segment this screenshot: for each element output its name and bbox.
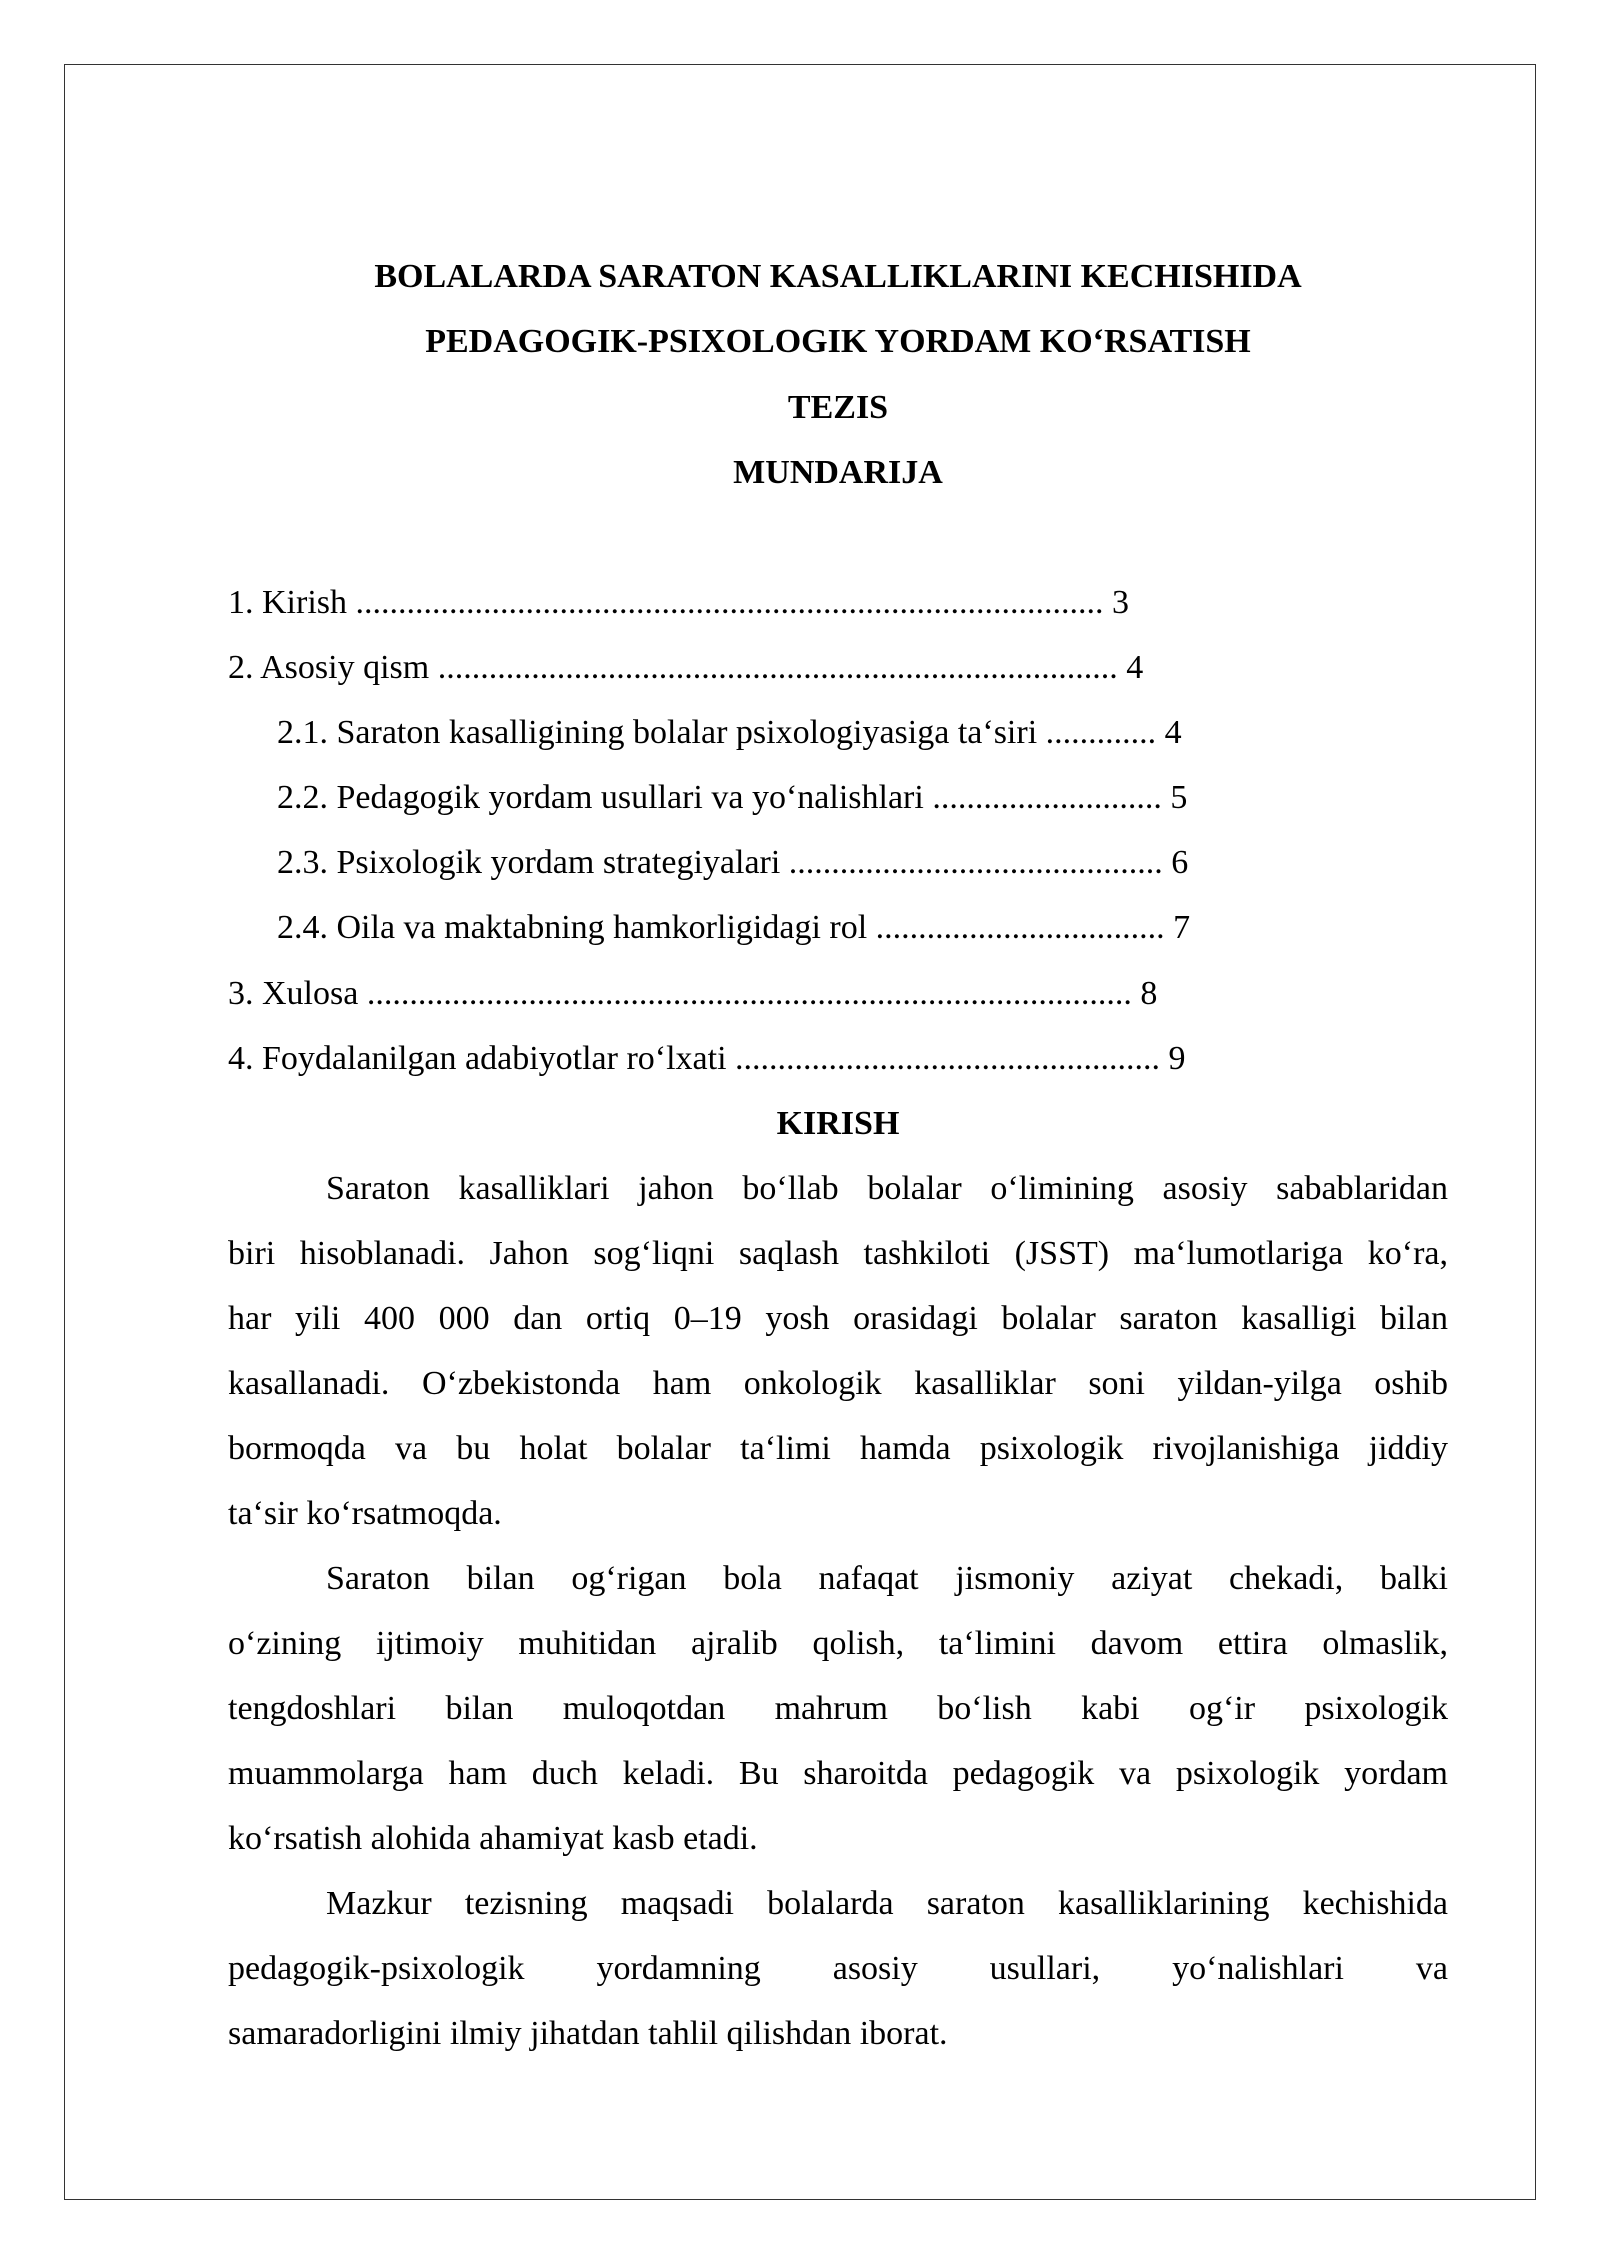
paragraph-line: pedagogik-psixologik yordamning asosiy usullari, yo‘nalishlari va <box>228 1950 1448 1987</box>
toc-entry: 2.3. Psixologik yordam strategiyalari ............................................ 6 <box>277 844 1189 881</box>
paragraph-line: ko‘rsatish alohida ahamiyat kasb etadi. <box>228 1820 758 1857</box>
toc-entry: 2.1. Saraton kasalligining bolalar psixologiyasiga ta‘siri ............. 4 <box>277 714 1182 751</box>
toc-entry: 1. Kirish ........................................................................................ 3 <box>228 584 1129 621</box>
paragraph-line: muammolarga ham duch keladi. Bu sharoitda pedagogik va psixologik yordam <box>228 1755 1448 1792</box>
paragraph-line: Saraton bilan og‘rigan bola nafaqat jismoniy aziyat chekadi, balki <box>326 1560 1448 1597</box>
paragraph-line: biri hisoblanadi. Jahon sog‘liqni saqlash tashkiloti (JSST) ma‘lumotlariga ko‘ra, <box>228 1235 1448 1272</box>
document-title <box>228 258 1448 498</box>
paragraph-line: ta‘sir ko‘rsatmoqda. <box>228 1495 502 1532</box>
paragraph-line: bormoqda va bu holat bolalar ta‘limi hamda psixologik rivojlanishiga jiddiy <box>228 1430 1448 1467</box>
paragraph-line: Mazkur tezisning maqsadi bolalarda saraton kasalliklarining kechishida <box>326 1885 1448 1922</box>
toc-entry: 2.4. Oila va maktabning hamkorligidagi rol .................................. 7 <box>277 909 1191 946</box>
toc-entry: 4. Foydalanilgan adabiyotlar ro‘lxati .................................................. 9 <box>228 1040 1186 1077</box>
toc-heading: MUNDARIJA <box>733 454 943 491</box>
paragraph-line: har yili 400 000 dan ortiq 0–19 yosh orasidagi bolalar saraton kasalligi bilan <box>228 1300 1448 1337</box>
title-line-3: TEZIS <box>787 389 889 426</box>
toc-entry: 3. Xulosa .......................................................................................... 8 <box>228 975 1158 1012</box>
toc-entry: 2.2. Pedagogik yordam usullari va yo‘nalishlari ........................... 5 <box>277 779 1188 816</box>
title-line-2: PEDAGOGIK-PSIXOLOGIK YORDAM KO‘RSATISH <box>425 323 1251 360</box>
title-line-1: BOLALARDA SARATON KASALLIKLARINI KECHISHIDA <box>374 258 1302 295</box>
paragraph-line: o‘zining ijtimoiy muhitidan ajralib qolish, ta‘limini davom ettira olmaslik, <box>228 1625 1448 1662</box>
paragraph-line: kasallanadi. O‘zbekistonda ham onkologik kasalliklar soni yildan-yilga oshib <box>228 1365 1448 1402</box>
toc-entry: 2. Asosiy qism ................................................................................ 4 <box>228 649 1144 686</box>
paragraph-line: tengdoshlari bilan muloqotdan mahrum bo‘lish kabi og‘ir psixologik <box>228 1690 1448 1727</box>
paragraph-line: Saraton kasalliklari jahon bo‘llab bolalar o‘limining asosiy sabablaridan <box>326 1170 1448 1207</box>
section-heading-kirish: KIRISH <box>776 1105 900 1142</box>
paragraph-line: samaradorligini ilmiy jihatdan tahlil qilishdan iborat. <box>228 2015 948 2052</box>
